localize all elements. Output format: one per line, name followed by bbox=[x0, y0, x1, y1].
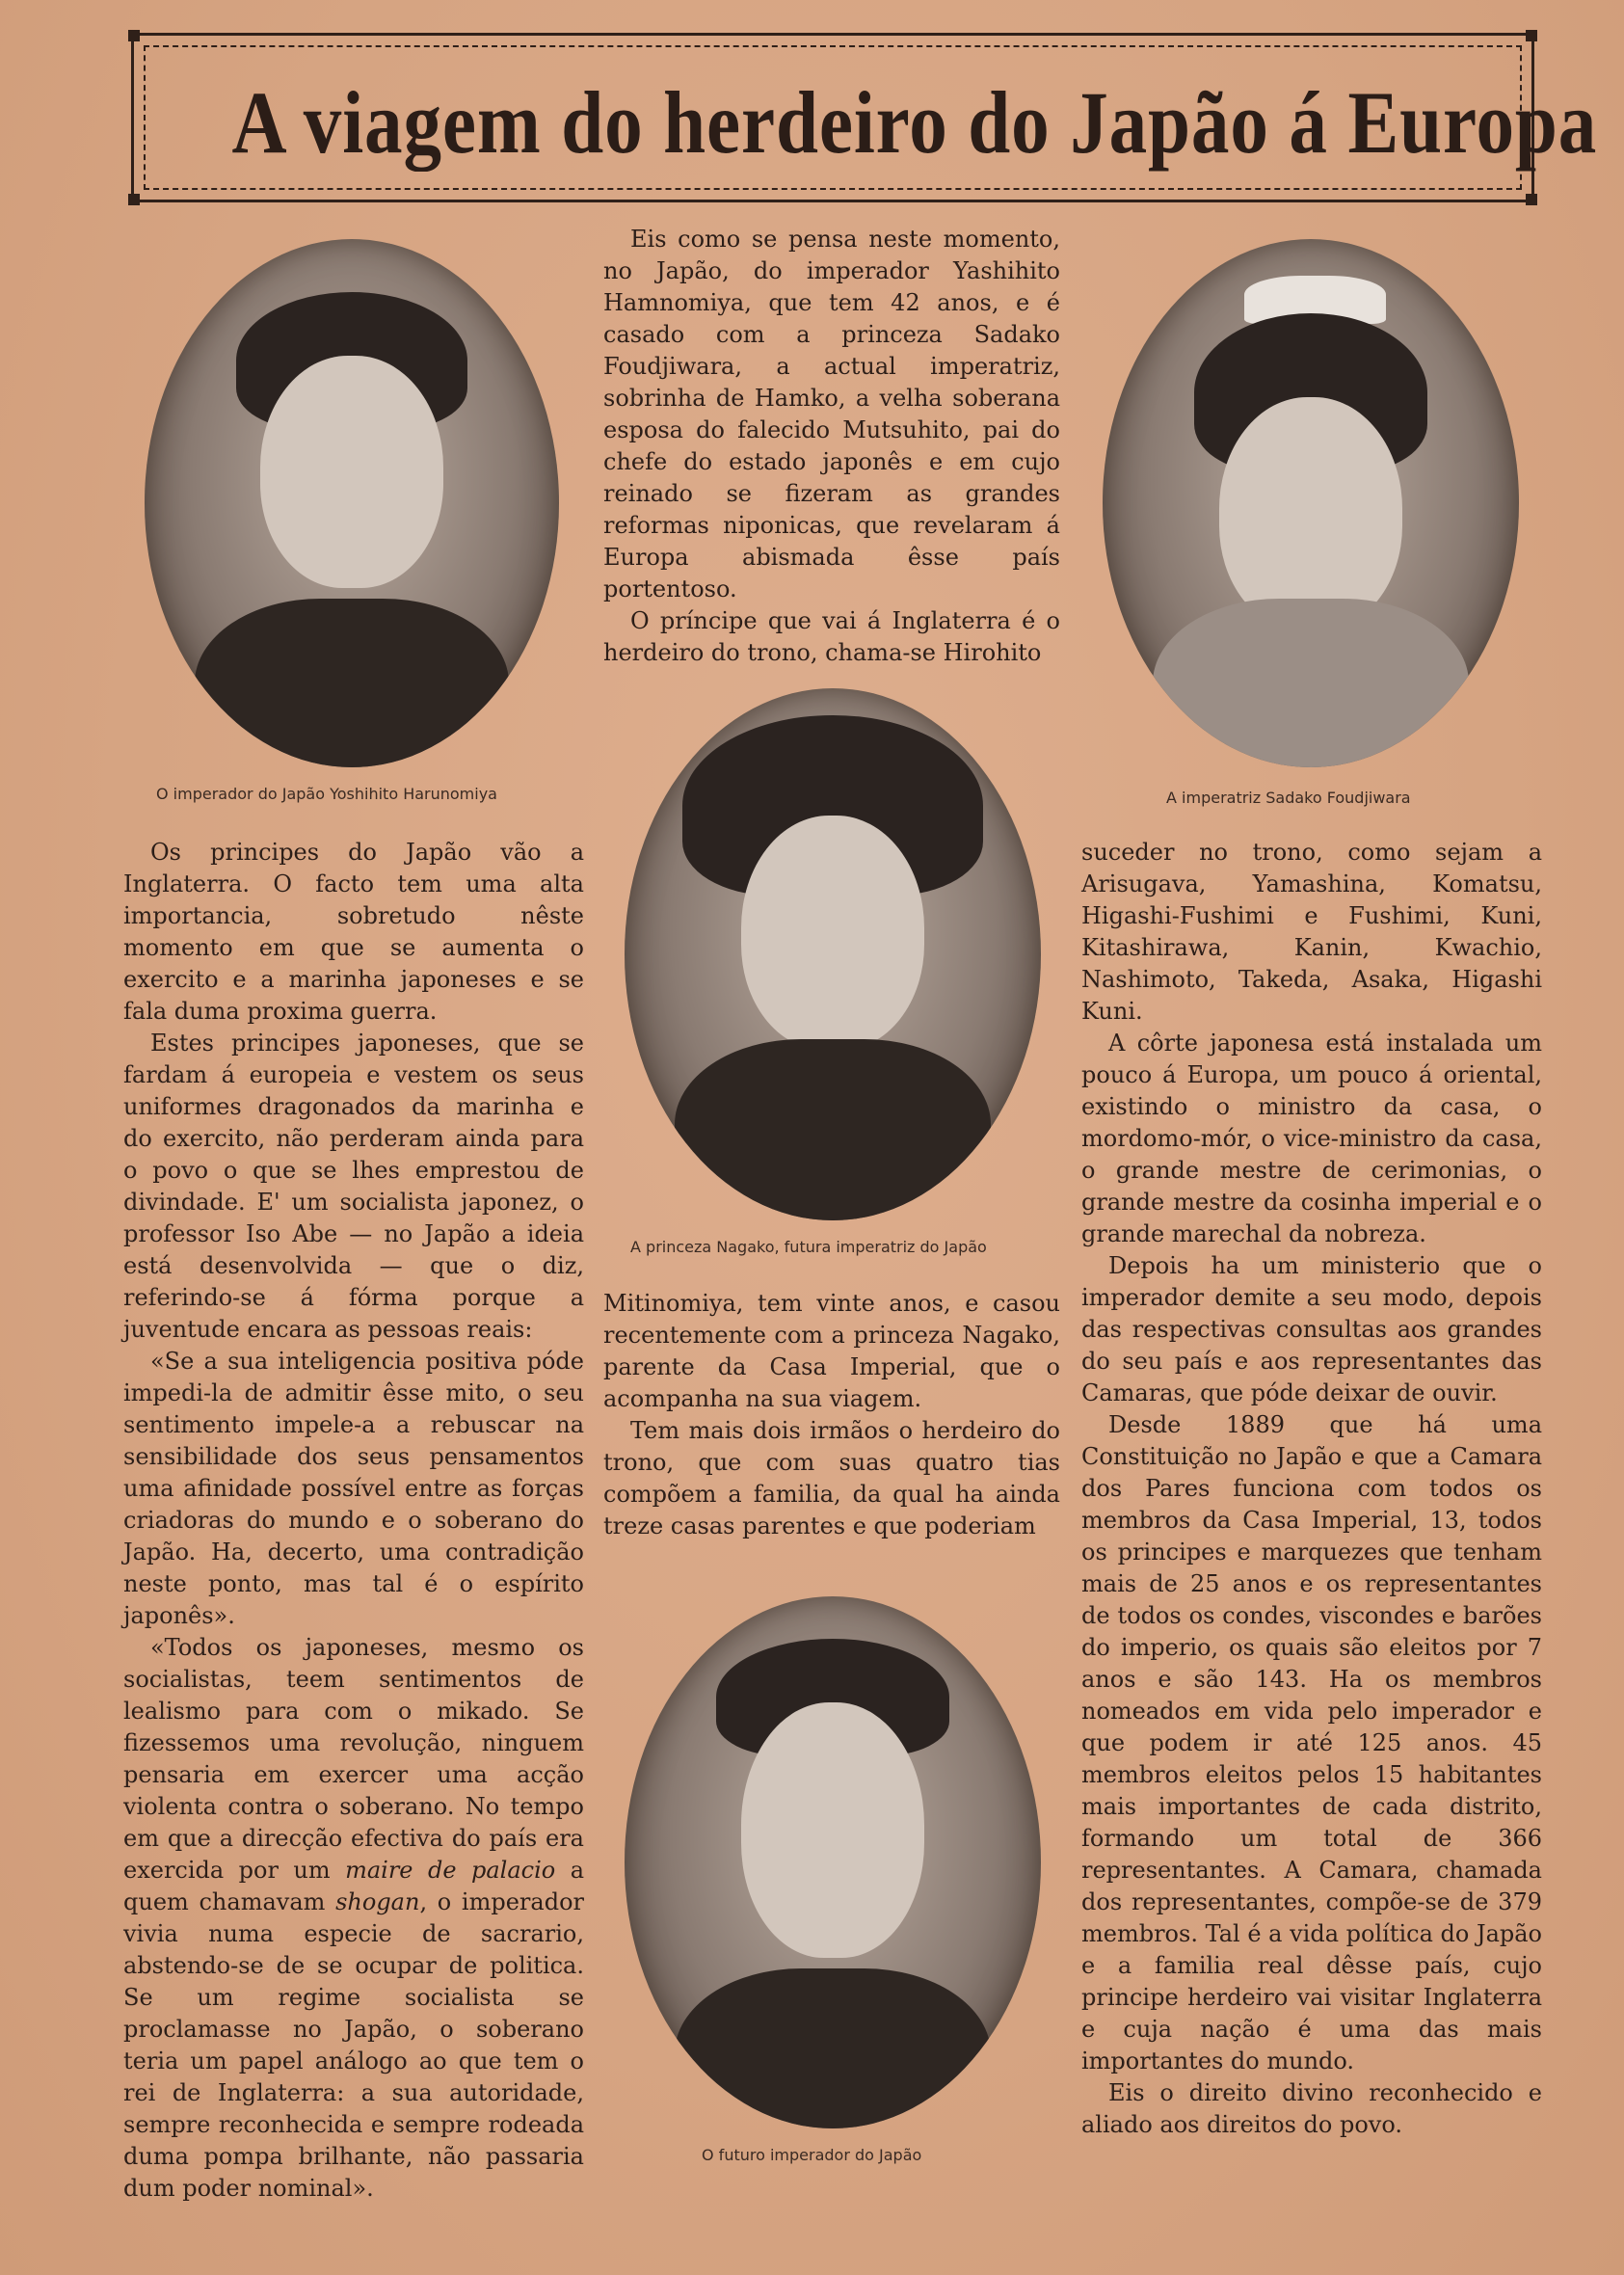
emperor-caption: O imperador do Japão Yoshihito Harunomiya bbox=[156, 785, 497, 803]
corner-ornament bbox=[1526, 194, 1537, 205]
center-top-text bbox=[603, 224, 1060, 669]
princess-caption: A princeza Nagako, futura imperatriz do Japão bbox=[630, 1238, 987, 1256]
paragraph: Estes principes japoneses, que se fardam á europeia e vestem os seus uniformes dragonados da marinha e do exercito, não perderam ainda para o povo o que se lhes emprestou de divindade. E' um socialista japonez, o professor Iso Abe — no Japão a ideia está desenvolvida — que o diz, referindo-se á fórma porque a juventude encara as pessoas reais: bbox=[123, 1030, 584, 1343]
italic-phrase: shogan bbox=[335, 1888, 420, 1915]
right-column bbox=[1081, 837, 1542, 2141]
italic-phrase: maire de palacio bbox=[345, 1857, 556, 1884]
paragraph: suceder no trono, como sejam a Arisugava, Yamashina, Komatsu, Higashi-Fushimi e Fushimi, Kuni, Kitashirawa, Kanin, Kwachio, Nashimoto, Takeda, Asaka, Higashi Kuni. bbox=[1081, 839, 1542, 1025]
center-middle-text bbox=[603, 1288, 1060, 1542]
paragraph: Depois ha um ministerio que o imperador demite a seu modo, depois das respectivas consultas aos grandes do seu país e aos representantes das Camaras, que póde deixar de ouvir. bbox=[1081, 1252, 1542, 1406]
emperor-portrait bbox=[145, 239, 559, 767]
empress-portrait bbox=[1103, 239, 1519, 767]
corner-ornament bbox=[1526, 30, 1537, 41]
left-column bbox=[123, 837, 584, 2205]
empress-caption: A imperatriz Sadako Foudjiwara bbox=[1166, 789, 1411, 807]
title-frame bbox=[131, 33, 1598, 202]
paragraph: Eis como se pensa neste momento, no Japão, do imperador Yashihito Hamnomiya, que tem 42 anos, e é casado com a princeza Sadako Foudjiwara, a actual imperatriz, sobrinha de Hamko, a velha soberana esposa do falecido Mutsuhito, pai do chefe do estado japonês e em cujo reinado se fizeram as grandes reformas niponicas, que revelaram á Europa abismada êsse país portentoso. bbox=[603, 226, 1060, 602]
paragraph: Desde 1889 que há uma Constituição no Japão e que a Camara dos Pares funciona com todos os membros da Casa Imperial, 13, todos os principes e marquezes que tenham mais de 25 anos e os representantes de todos os condes, viscondes e barões do imperio, os quais são eleitos por 7 anos e são 143. Ha os membros nomeados em vida pelo imperador e que podem ir até 125 anos. 45 membros eleitos pelos 15 habitantes mais importantes de cada distrito, formando um total de 366 representantes. A Camara, chamada dos representantes, compõe-se de 379 membros. Tal é a vida política do Japão e a familia real dêsse país, cujo principe herdeiro vai visitar Inglaterra e cuja nação é uma das mais importantes do mundo. bbox=[1081, 1411, 1542, 2074]
corner-ornament bbox=[128, 194, 140, 205]
paragraph: Eis o direito divino reconhecido e aliado aos direitos do povo. bbox=[1081, 2079, 1542, 2138]
paragraph: A côrte japonesa está instalada um pouco á Europa, um pouco á oriental, existindo o ministro da casa, o mordomo-mór, o vice-ministro da casa, o grande mestre de cerimonias, o grande mestre da cosinha imperial e o grande marechal da nobreza. bbox=[1081, 1030, 1542, 1247]
heir-portrait bbox=[625, 1596, 1041, 2128]
princess-portrait bbox=[625, 688, 1041, 1220]
paragraph: Tem mais dois irmãos o herdeiro do trono, que com suas quatro tias compõem a familia, da qual ha ainda treze casas parentes e que poderiam bbox=[603, 1417, 1060, 1539]
paragraph: «Todos os japoneses, mesmo os socialistas, teem sentimentos de lealismo para com o mikado. Se fizessemos uma revolução, ninguem pensaria em exercer uma acção violenta contra o soberano. No tempo em que a direcção efectiva do país era exercida por um maire de palacio a quem chamavam shogan, o imperador vivia numa especie de sacrario, abstendo-se de se ocupar de politica. Se um regime socialista se proclamasse no Japão, o soberano teria um papel análogo ao que tem o rei de Inglaterra: a sua autoridade, sempre reconhecida e sempre rodeada duma pompa brilhante, não passaria dum poder nominal». bbox=[123, 1634, 584, 2202]
paragraph: «Se a sua inteligencia positiva póde impedi-la de admitir êsse mito, o seu sentimento impele-a a rebuscar na sensibilidade dos seus pensamentos uma afinidade possível entre as forças criadoras do mundo e o soberano do Japão. Ha, decerto, uma contradição neste ponto, mas tal é o espírito japonês». bbox=[123, 1348, 584, 1629]
corner-ornament bbox=[128, 30, 140, 41]
page-title: A viagem do herdeiro do Japão á Europa bbox=[231, 73, 1598, 172]
heir-caption: O futuro imperador do Japão bbox=[702, 2146, 922, 2164]
paragraph: O príncipe que vai á Inglaterra é o herdeiro do trono, chama-se Hirohito bbox=[603, 607, 1060, 666]
paragraph: Mitinomiya, tem vinte anos, e casou recentemente com a princeza Nagako, parente da Casa Imperial, que o acompanha na sua viagem. bbox=[603, 1290, 1060, 1412]
paragraph: Os principes do Japão vão a Inglaterra. O facto tem uma alta importancia, sobretudo nêste momento em que se aumenta o exercito e a marinha japoneses e se fala duma proxima guerra. bbox=[123, 839, 584, 1025]
